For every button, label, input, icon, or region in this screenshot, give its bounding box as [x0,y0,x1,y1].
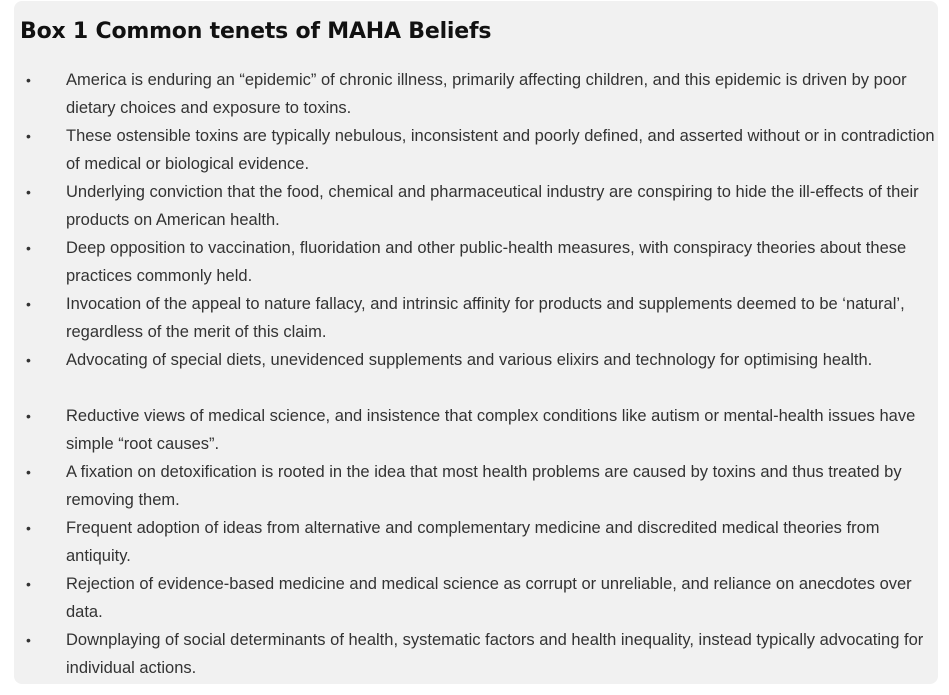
bullet-icon: • [26,576,31,592]
list-item-text: America is enduring an “epidemic” of chronic illness, primarily affecting children, and this epidemic is driven by poor dietary choices and exposure to toxins. [66,71,907,117]
list-item [14,346,938,402]
list-item [14,178,938,234]
bullet-icon: • [26,72,31,88]
list-item-text: Rejection of evidence-based medicine and medical science as corrupt or unreliable, and reliance on anecdotes over data. [66,575,912,621]
list-item-text: A fixation on detoxification is rooted in the idea that most health problems are caused by toxins and thus treated by removing them. [66,463,902,509]
bullet-icon: • [26,520,31,536]
bullet-icon: • [26,296,31,312]
bullet-icon: • [26,240,31,256]
bullet-icon: • [26,408,31,424]
bullet-icon: • [26,464,31,480]
list-item [14,626,938,682]
list-item-text: Underlying conviction that the food, chemical and pharmaceutical industry are conspiring to hide the ill-effects of their products on American health. [66,183,919,229]
bullet-icon: • [26,632,31,648]
box-title: Box 1 Common tenets of MAHA Beliefs [20,19,492,44]
bullet-icon: • [26,352,31,368]
list-item [14,570,938,626]
list-item-text: Invocation of the appeal to nature fallacy, and intrinsic affinity for products and supplements deemed to be ‘natural’, regardless of the merit of this claim. [66,295,905,341]
list-item-text: Advocating of special diets, unevidenced supplements and various elixirs and technology for optimising health. [66,351,873,369]
list-item-text: Reductive views of medical science, and insistence that complex conditions like autism or mental-health issues have simple “root causes”. [66,407,916,453]
list-item [14,458,938,514]
bullet-icon: • [26,128,31,144]
tenets-list [14,66,938,682]
list-item [14,402,938,458]
list-item [14,66,938,122]
list-item [14,514,938,570]
bullet-icon: • [26,184,31,200]
list-item-text: Downplaying of social determinants of health, systematic factors and health inequality, instead typically advocating for individual actions. [66,631,924,677]
tenets-box [14,1,938,684]
list-item [14,234,938,290]
list-item [14,290,938,346]
list-item-text: Frequent adoption of ideas from alternative and complementary medicine and discredited medical theories from antiquity. [66,519,880,565]
list-item [14,122,938,178]
list-item-text: These ostensible toxins are typically nebulous, inconsistent and poorly defined, and asserted without or in contradiction of medical or biological evidence. [66,127,935,173]
list-item-text: Deep opposition to vaccination, fluoridation and other public-health measures, with conspiracy theories about these practices commonly held. [66,239,907,285]
